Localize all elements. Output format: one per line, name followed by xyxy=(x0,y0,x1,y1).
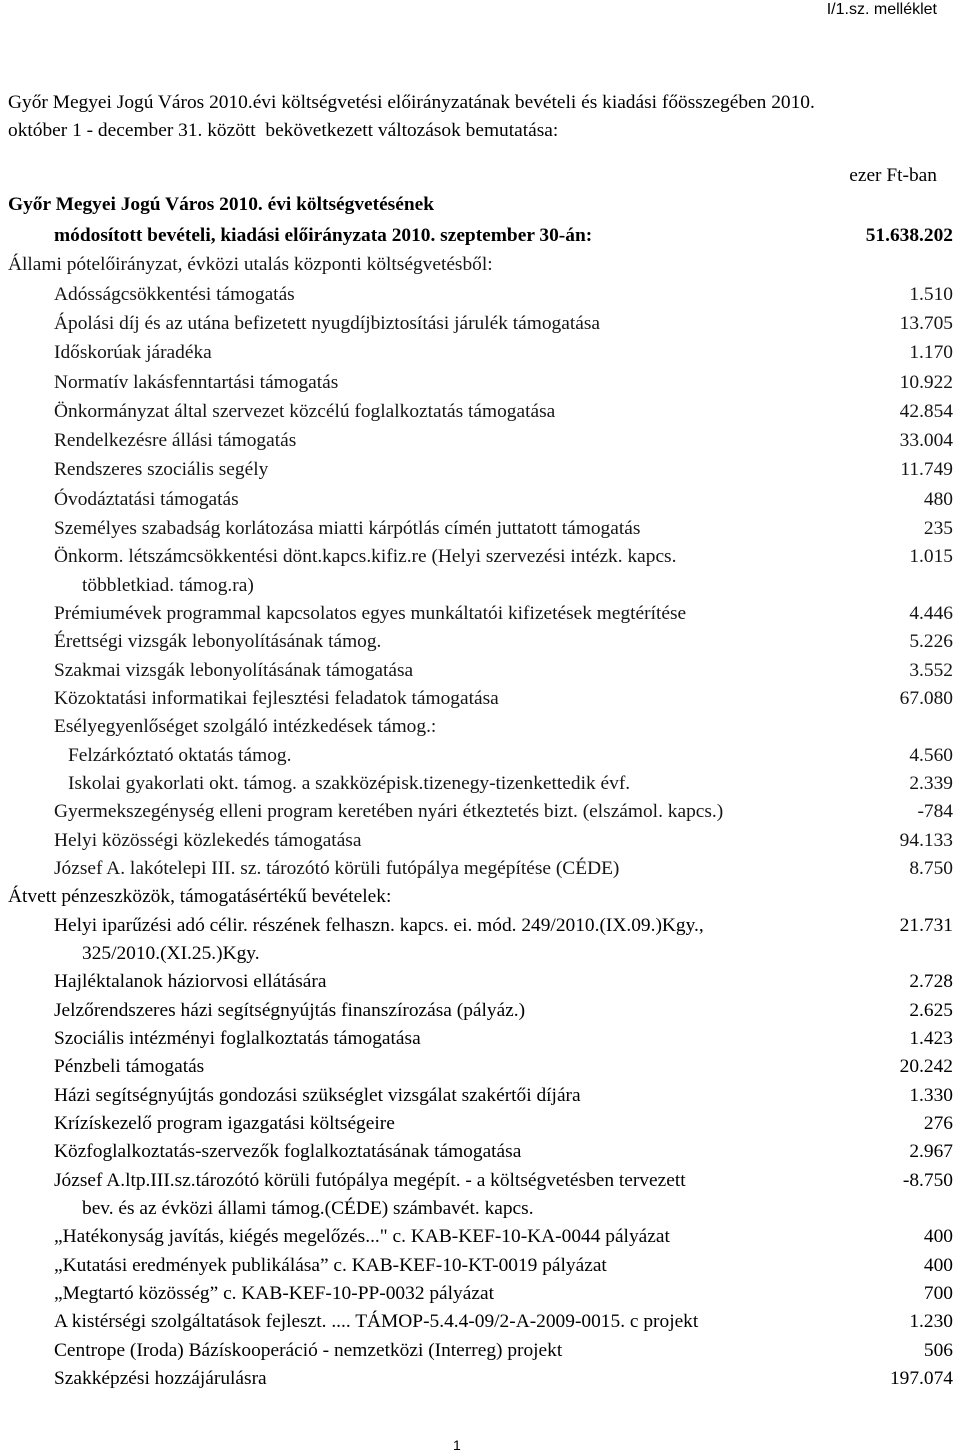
item-label: Hajléktalanok háziorvosi ellátására xyxy=(54,971,327,993)
budget-sub-item-row xyxy=(0,770,960,798)
item-value: 21.731 xyxy=(899,914,953,936)
item-label: Normatív lakásfenntartási támogatás xyxy=(54,371,339,393)
item-value: 2.728 xyxy=(909,971,953,993)
item-label: Közfoglalkoztatás-szervezők foglalkoztatásának támogatása xyxy=(54,1141,522,1163)
item-value: 276 xyxy=(923,1112,953,1134)
budget-item-row xyxy=(0,1110,960,1138)
item-label: Helyi iparűzési adó célir. részének felhaszn. kapcs. ei. mód. 249/2010.(IX.09.)Kgy., xyxy=(54,914,704,936)
item-label: „Kutatási eredmények publikálása” c. KAB-KEF-10-KT-0019 pályázat xyxy=(54,1254,607,1276)
item-value: 1.230 xyxy=(909,1311,953,1333)
budget-item-row xyxy=(0,1053,960,1081)
item-value: 700 xyxy=(923,1282,953,1304)
budget-sub-item-row xyxy=(0,742,960,770)
item-label: Önkorm. létszámcsökkentési dönt.kapcs.kifiz.re (Helyi szervezési intézk. kapcs. xyxy=(54,546,677,568)
item-label: Adósságcsökkentési támogatás xyxy=(54,283,295,305)
item-value: 480 xyxy=(923,488,953,510)
item-value: 11.749 xyxy=(900,459,953,481)
item-label: többletkiad. támog.ra) xyxy=(82,574,254,596)
item-label: Prémiumévek programmal kapcsolatos egyes munkáltatói kifizetések megtérítése xyxy=(54,602,687,624)
budget-item-row xyxy=(0,912,960,940)
base-budget-heading-line-2: módosított bevételi, kiadási előirányzata 2010. szeptember 30-án: xyxy=(54,225,593,246)
item-label: bev. és az évközi állami támog.(CÉDE) számbavét. kapcs. xyxy=(82,1197,534,1219)
item-value: 197.074 xyxy=(889,1367,953,1389)
budget-item-row xyxy=(0,855,960,883)
item-label: Esélyegyenlőséget szolgáló intézkedések támog.: xyxy=(54,716,437,738)
item-label: Szakképzési hozzájárulásra xyxy=(54,1367,267,1389)
section-heading-label: Állami pótelőirányzat, évközi utalás központi költségvetésből: xyxy=(8,254,493,276)
budget-item-continuation xyxy=(0,572,960,600)
section-heading-label: Átvett pénzeszközök, támogatásértékű bevételek: xyxy=(8,886,392,908)
item-label: József A. lakótelepi III. sz. tározótó körüli futópálya megépítése (CÉDE) xyxy=(54,857,620,879)
item-label: Személyes szabadság korlátozása miatti kárpótlás címén juttatott támogatás xyxy=(54,518,641,540)
budget-item-row xyxy=(0,600,960,628)
budget-changes-list xyxy=(0,250,960,1393)
budget-item-row xyxy=(0,1365,960,1393)
item-value: 506 xyxy=(923,1339,953,1361)
item-label: Házi segítségnyújtás gondozási szükséglet vizsgálat szakértői díjára xyxy=(54,1084,581,1106)
item-value: -784 xyxy=(917,801,953,823)
item-value: 1.170 xyxy=(909,342,953,364)
section-heading xyxy=(0,250,960,279)
item-value: -8.750 xyxy=(902,1169,953,1191)
item-label: Közoktatási informatikai fejlesztési feladatok támogatása xyxy=(54,687,499,709)
unit-label: ezer Ft-ban xyxy=(849,165,937,186)
budget-item-row xyxy=(0,280,960,309)
budget-item-row xyxy=(0,968,960,996)
budget-item-row xyxy=(0,713,960,741)
item-value: 42.854 xyxy=(899,400,953,422)
budget-item-row xyxy=(0,685,960,713)
item-label: Időskorúak járadéka xyxy=(54,342,212,364)
item-label: Felzárkóztató oktatás támog. xyxy=(68,744,292,766)
item-value: 8.750 xyxy=(909,857,953,879)
item-value: 94.133 xyxy=(899,829,953,851)
budget-item-continuation xyxy=(0,1195,960,1223)
item-value: 3.552 xyxy=(909,659,953,681)
page-number: 1 xyxy=(453,1437,461,1453)
item-label: Helyi közösségi közlekedés támogatása xyxy=(54,829,362,851)
budget-item-row xyxy=(0,338,960,367)
base-budget-heading-line-1: Győr Megyei Jogú Város 2010. évi költségvetésének xyxy=(8,194,435,215)
budget-item-row xyxy=(0,798,960,826)
item-label: Centrope (Iroda) Bázískooperáció - nemzetközi (Interreg) projekt xyxy=(54,1339,563,1361)
budget-item-row xyxy=(0,514,960,543)
budget-item-row xyxy=(0,1082,960,1110)
item-value: 13.705 xyxy=(899,312,953,334)
item-value: 1.510 xyxy=(909,283,953,305)
item-label: „Hatékonyság javítás, kiégés megelőzés..." c. KAB-KEF-10-KA-0044 pályázat xyxy=(54,1226,670,1248)
item-value: 67.080 xyxy=(899,687,953,709)
item-value: 10.922 xyxy=(899,371,953,393)
budget-item-row xyxy=(0,827,960,855)
item-value: 1.423 xyxy=(909,1027,953,1049)
item-value: 1.330 xyxy=(909,1084,953,1106)
budget-item-row xyxy=(0,1138,960,1166)
item-value: 4.446 xyxy=(909,602,953,624)
budget-item-row xyxy=(0,397,960,426)
item-label: 325/2010.(XI.25.)Kgy. xyxy=(82,942,260,964)
item-value: 1.015 xyxy=(909,546,953,568)
item-label: Önkormányzat által szervezet közcélú foglalkoztatás támogatása xyxy=(54,400,556,422)
section-heading xyxy=(0,883,960,911)
item-label: Jelzőrendszeres házi segítségnyújtás finanszírozása (pályáz.) xyxy=(54,999,526,1021)
document-title-line-1: Győr Megyei Jogú Város 2010.évi költségvetési előirányzatának bevételi és kiadási főösszegében 2010. xyxy=(8,92,815,113)
item-label: Ápolási díj és az utána befizetett nyugdíjbiztosítási járulék támogatása xyxy=(54,312,600,334)
budget-item-row xyxy=(0,1337,960,1365)
item-label: A kistérségi szolgáltatások fejleszt. .... TÁMOP-5.4.4-09/2-A-2009-0015. c projekt xyxy=(54,1311,699,1333)
budget-item-row xyxy=(0,309,960,338)
budget-item-row xyxy=(0,997,960,1025)
item-value: 400 xyxy=(923,1254,953,1276)
item-value: 400 xyxy=(923,1226,953,1248)
budget-item-row xyxy=(0,485,960,514)
item-value: 33.004 xyxy=(899,430,953,452)
budget-item-row xyxy=(0,426,960,455)
budget-item-row xyxy=(0,1308,960,1336)
budget-item-row xyxy=(0,1167,960,1195)
item-value: 235 xyxy=(923,518,953,540)
budget-item-row xyxy=(0,657,960,685)
item-label: „Megtartó közösség” c. KAB-KEF-10-PP-0032 pályázat xyxy=(54,1282,494,1304)
item-value: 2.625 xyxy=(909,999,953,1021)
item-label: József A.ltp.III.sz.tározótó körüli futópálya megépít. - a költségvetésben tervezett xyxy=(54,1169,686,1191)
document-title-line-2: október 1 - december 31. között bekövetkezett változások bemutatása: xyxy=(8,120,559,141)
item-label: Érettségi vizsgák lebonyolításának támog. xyxy=(54,631,382,653)
budget-item-row xyxy=(0,1223,960,1251)
budget-item-row xyxy=(0,543,960,571)
item-label: Pénzbeli támogatás xyxy=(54,1056,205,1078)
item-label: Gyermekszegénység elleni program keretében nyári étkeztetés bizt. (elszámol. kapcs.) xyxy=(54,801,724,823)
budget-item-continuation xyxy=(0,940,960,968)
item-label: Rendelkezésre állási támogatás xyxy=(54,430,297,452)
budget-item-row xyxy=(0,455,960,484)
item-label: Iskolai gyakorlati okt. támog. a szakközépisk.tizenegy-tizenkettedik évf. xyxy=(68,772,631,794)
item-label: Rendszeres szociális segély xyxy=(54,459,269,481)
item-value: 20.242 xyxy=(899,1056,953,1078)
budget-item-row xyxy=(0,628,960,656)
budget-item-row xyxy=(0,1025,960,1053)
item-label: Szociális intézményi foglalkoztatás támogatása xyxy=(54,1027,421,1049)
item-label: Krízískezelő program igazgatási költségeire xyxy=(54,1112,395,1134)
base-budget-value: 51.638.202 xyxy=(865,225,953,246)
budget-item-row xyxy=(0,1280,960,1308)
item-label: Szakmai vizsgák lebonyolításának támogatása xyxy=(54,659,414,681)
item-value: 2.967 xyxy=(909,1141,953,1163)
item-value: 5.226 xyxy=(909,631,953,653)
budget-item-row xyxy=(0,1252,960,1280)
budget-item-row xyxy=(0,368,960,397)
item-value: 4.560 xyxy=(909,744,953,766)
annex-label: I/1.sz. melléklet xyxy=(826,1,937,18)
item-value: 2.339 xyxy=(909,772,953,794)
item-label: Óvodáztatási támogatás xyxy=(54,488,239,510)
